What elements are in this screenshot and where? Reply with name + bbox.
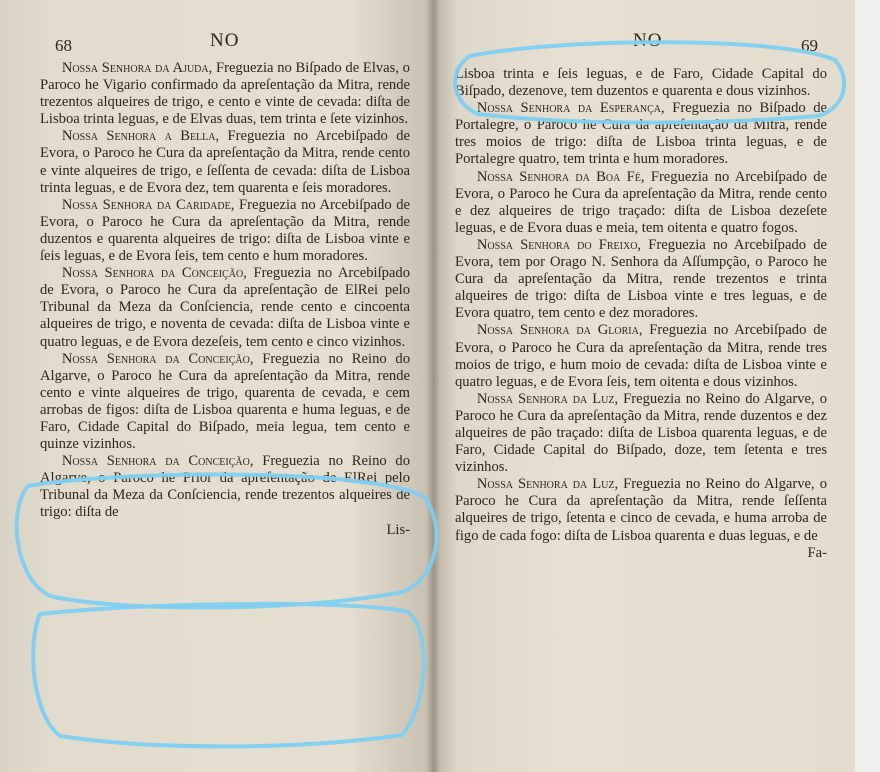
entry-name: Nossa Senhora da Luz [476, 390, 615, 407]
entry-esperanca [455, 100, 827, 168]
page-edge [855, 0, 880, 772]
page-number-left: 68 [55, 36, 72, 55]
right-page [433, 0, 855, 772]
entry-text: , Freguezia no Arcebiſpado de Evora, o Paroco he Cura da apreſentação da Mitra, rende tres moios de trigo, e hum moio de cevada: diſta de Lisboa vinte e quatro leguas, e de Evora ſeis, tem oitenta e dous vizinhos. [455, 322, 828, 390]
left-page-text [40, 60, 410, 539]
entry-name: Nossa Senhora da Esperança [476, 100, 662, 117]
entry-conceicao-evora [40, 265, 410, 350]
catchword-right: Fa- [807, 544, 827, 561]
entry-text: , Freguezia no Arcebiſpado de Evora, o Paroco he Cura da apreſentação da Mitra, rende duzentos e quarenta alqueires de trigo: diſta de Lisboa vinte e ſeis leguas, e de Evora ſeis, tem cento e hum moradores. [40, 196, 411, 265]
entry-conceicao-algarve-2 [40, 453, 410, 521]
entry-name: Nossa Senhora da Caridade [61, 196, 231, 213]
entry-continuation [455, 66, 827, 100]
entry-boa-fe [455, 169, 827, 237]
entry-text: , Freguezia no Arcebiſpado de Evora, o Paroco he Cura da apreſentação da Mitra, rende cento e vinte alqueires de trigo, e ſeſſenta de cevada: diſta de Lisboa trinta leguas, e de Evora dez, tem quarenta e ſeis moradores. [40, 128, 410, 196]
page-number-right: 69 [801, 36, 818, 55]
entry-text: , Freguezia no Reino do Algarve, o Paroco he Cura da apreſentação da Mitra, rende ſeſſenta alqueires de trigo, ſetenta e cinco de cevada, e huma arroba de figo de cada fogo: diſta de Lisboa quarenta e duas leguas, e de [455, 476, 827, 544]
entry-freixo [455, 237, 827, 322]
entry-name: Nossa Senhora da Gloria [476, 322, 639, 339]
entry-ajuda [40, 60, 410, 128]
entry-name: Nossa Senhora da Conceição [61, 265, 244, 282]
entry-text: , Freguezia no Arcebiſpado de Evora, o Paroco he Cura da apreſentação de ElRei pelo Tribunal da Meza da Conſciencia, rende cento e cincoenta alqueires de trigo, e noventa de cevada: diſta de Lisboa vinte e quatro leguas, e de Evora dezeſeis, tem cento e cinco vizinhos. [40, 265, 410, 350]
entry-name: Nossa Senhora da Ajuda [61, 60, 209, 76]
entry-caridade [40, 197, 410, 265]
entry-name: Nossa Senhora da Conceição [61, 453, 250, 470]
entry-name: Nossa Senhora da Luz [476, 476, 615, 493]
entry-text: , Freguezia no Arcebiſpado de Evora, o Paroco he Cura da apreſentação da Mitra, rende cento e dez alqueires de trigo traçado: diſta de Lisboa dezeſete leguas, e de Evora duas e meia, tem oitenta e quatro fogos. [455, 168, 827, 236]
running-head-right: NO [633, 30, 663, 51]
left-page [0, 0, 433, 772]
entry-name: Nossa Senhora do Freixo [476, 236, 638, 253]
entry-luz-1 [455, 391, 827, 476]
entry-luz-2 [455, 476, 827, 544]
continuation-text: Lisboa trinta e ſeis leguas, e de Faro, Cidade Capital do Biſpado, dezenove, tem duzentos e quarenta e dous vizinhos. [455, 66, 827, 100]
entry-name: Nossa Senhora a Bella [61, 128, 216, 145]
entry-name: Nossa Senhora da Conceição [61, 350, 250, 367]
running-head-left: NO [210, 30, 240, 51]
entry-text: , Freguezia no Reino do Algarve, o Paroco he Cura da apreſentação da Mitra, rende duzentos e dez alqueires de pão traçado: diſta de Lisboa quarenta leguas, e de Faro, Cidade Capital do Biſpado, doze, tem ſetenta e tres vizinhos. [455, 390, 827, 476]
right-page-text [455, 66, 827, 562]
catchword-left: Lis- [386, 521, 410, 538]
book-gutter [426, 0, 440, 772]
entry-name: Nossa Senhora da Boa Fé [476, 168, 641, 185]
entry-bella [40, 128, 410, 196]
entry-text: , Freguezia no Biſpado de Portalegre, o Paroco he Cura da apreſentação da Mitra, rende tres moios de trigo: diſta de Lisboa trinta leguas, e de Portalegre quatro, tem trinta e hum moradores. [455, 100, 827, 168]
entry-conceicao-algarve-1 [40, 351, 410, 454]
entry-text: , Freguezia no Reino do Algarve, o Paroco he Cura da apreſentação da Mitra, rende cento e vinte alqueires de trigo, quarenta de cevada, e cem arrobas de figos: diſta de Lisboa quarenta e huma leguas, e de Faro, Cidade Capital do Biſpado, meia legua, tem cento e quinze vizinhos. [40, 350, 410, 453]
entry-text: , Freguezia no Biſpado de Elvas, o Paroco he Vigario confirmado da apreſentação da Mitra, rende trezentos alqueires de trigo, e cento e vinte de cevada: diſta de Lisboa trinta leguas, e de Elvas duas, tem trinta e ſete vizinhos. [40, 60, 410, 128]
entry-text: , Freguezia no Arcebiſpado de Evora, tem por Orago N. Senhora da Aſſumpção, o Paroco he Cura da apreſentação da Mitra, rende trezentos e trinta alqueires de trigo: diſta de Lisboa vinte e tres leguas, e de Evora quatro, tem cento e dez moradores. [455, 236, 827, 322]
entry-text: , Freguezia no Reino do Algarve, o Paroco he Prior da apreſentação de ElRei pelo Tribunal da Meza da Conſciencia, rende trezentos alqueires de trigo: diſta de [40, 453, 410, 521]
entry-gloria [455, 322, 827, 390]
